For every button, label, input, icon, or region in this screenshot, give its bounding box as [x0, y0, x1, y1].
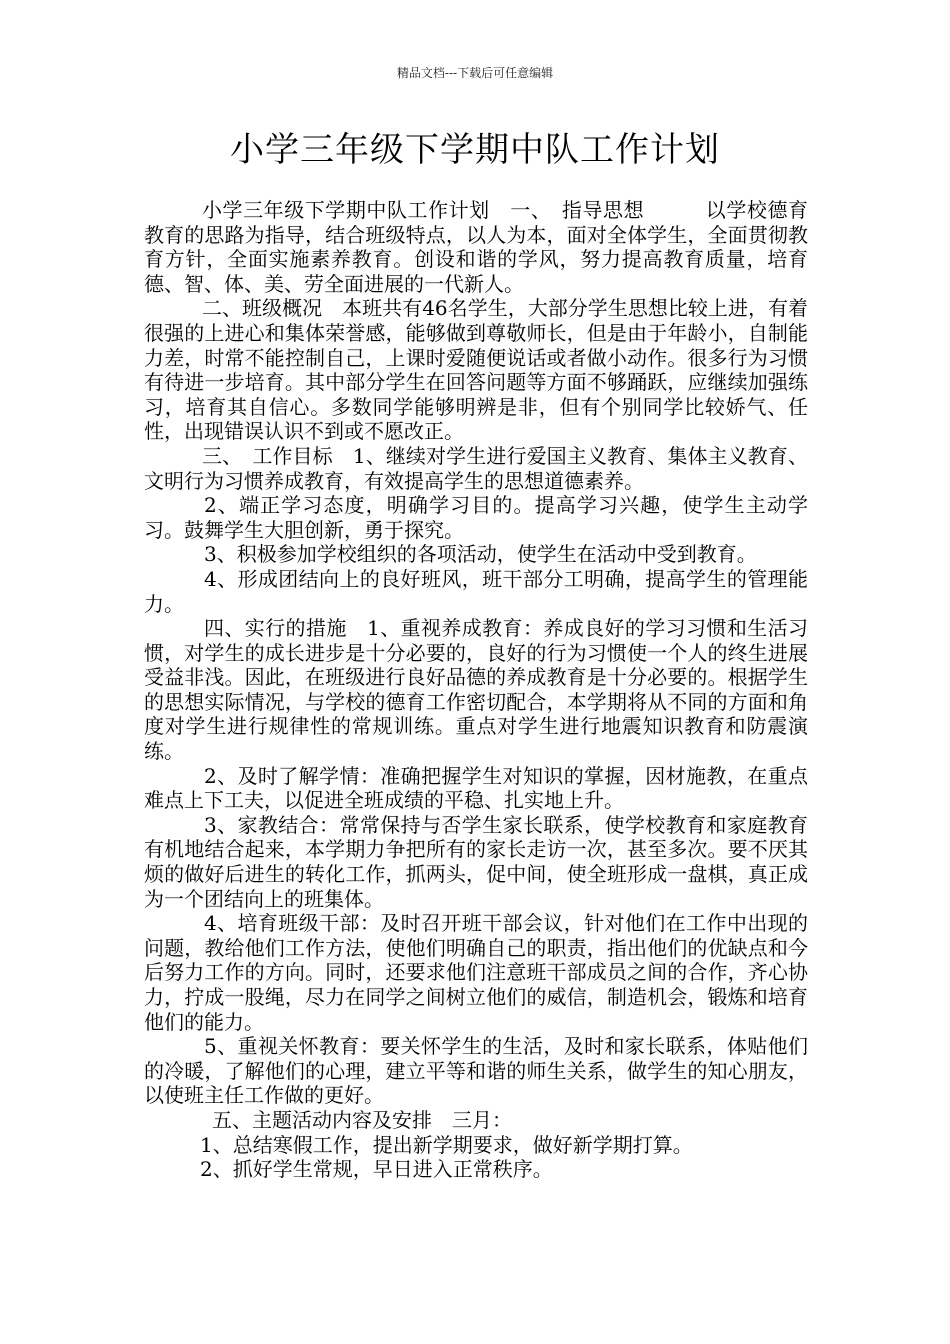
header-note: 精品文档---下载后可任意编辑	[396, 66, 554, 80]
paragraph-guiding-thought: 小学三年级下学期中队工作计划 一、 指导思想 以学校德育教育的思路为指导，结合班级特点，以人为本，面对全体学生，全面贯彻教育方针，全面实施素养教育。创设和谐的学风，努力提高教育质量，培育德、智、体、美、劳全面进展的一代新人。	[144, 198, 808, 296]
paragraph-march-2: 2、抓好学生常规，早日进入正常秩序。	[200, 1157, 553, 1182]
paragraph-measure-2: 2、及时了解学情：准确把握学生对知识的掌握，因材施教，在重点难点上下工夫，以促进全班成绩的平稳、扎实地上升。	[144, 763, 808, 813]
paragraph-measure-5: 5、重视关怀教育：要关怀学生的生活，及时和家长联系，体贴他们的冷暖，了解他们的心理，建立平等和谐的师生关系，做学生的知心朋友，以使班主任工作做的更好。	[144, 1034, 808, 1108]
paragraph-work-goals: 三、 工作目标 1、继续对学生进行爱国主义教育、集体主义教育、文明行为习惯养成教育，有效提高学生的思想道德素养。	[144, 443, 808, 493]
paragraph-goal-4: 4、形成团结向上的良好班风，班干部分工明确，提高学生的管理能力。	[144, 566, 808, 616]
document-body	[144, 198, 808, 1182]
paragraph-measure-4: 4、培育班级干部：及时召开班干部会议，针对他们在工作中出现的问题，教给他们工作方法，使他们明确自己的职责，指出他们的优缺点和今后努力工作的方向。同时，还要求他们注意班干部成员之间的合作，齐心协力，拧成一股绳，尽力在同学之间树立他们的威信，制造机会，锻炼和培育他们的能力。	[144, 911, 808, 1034]
document-title: 小学三年级下学期中队工作计划	[230, 130, 720, 170]
paragraph-theme-activities: 五、主题活动内容及安排 三月：	[212, 1107, 512, 1132]
paragraph-goal-3: 3、积极参加学校组织的各项活动，使学生在活动中受到教育。	[204, 542, 757, 567]
paragraph-class-overview: 二、班级概况 本班共有46名学生，大部分学生思想比较上进，有着很强的上进心和集体荣誉感，能够做到尊敬师长，但是由于年龄小，自制能力差，时常不能控制自己，上课时爱随便说话或者做小动作。很多行为习惯有待进一步培育。其中部分学生在回答问题等方面不够踊跃，应继续加强练习，培育其自信心。多数同学能够明辨是非，但有个别同学比较娇气、任性，出现错误认识不到或不愿改正。	[144, 296, 808, 444]
paragraph-measures: 四、实行的措施 1、重视养成教育：养成良好的学习习惯和生活习惯，对学生的成长进步是十分必要的，良好的行为习惯使一个人的终生进展受益非浅。因此，在班级进行良好品德的养成教育是十分必要的。根据学生的思想实际情况，与学校的德育工作密切配合，本学期将从不同的方面和角度对学生进行规律性的常规训练。重点对学生进行地震知识教育和防震演练。	[144, 616, 808, 764]
paragraph-goal-2: 2、端正学习态度，明确学习目的。提高学习兴趣，使学生主动学习。鼓舞学生大胆创新，勇于探究。	[144, 493, 808, 542]
paragraph-march-1: 1、总结寒假工作，提出新学期要求，做好新学期打算。	[200, 1132, 693, 1157]
paragraph-measure-3: 3、家教结合：常常保持与否学生家长联系，使学校教育和家庭教育有机地结合起来，本学期力争把所有的家长走访一次，甚至多次。要不厌其烦的做好后进生的转化工作，抓两头，促中间，使全班形成一盘棋，真正成为一个团结向上的班集体。	[144, 812, 808, 911]
